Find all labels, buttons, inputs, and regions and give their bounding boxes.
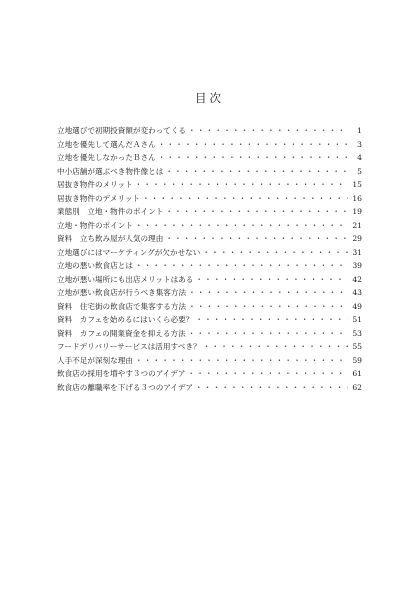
- toc-entry-page: 42: [352, 274, 362, 284]
- toc-leader-dots: [195, 273, 348, 287]
- toc-title: 目次: [195, 91, 224, 105]
- toc-entry[interactable]: [57, 124, 362, 138]
- toc-entry-page: 53: [352, 328, 362, 338]
- toc-entry[interactable]: [57, 232, 362, 246]
- toc-entry-label: 資料 カフェを始めるにはいくら必要？: [57, 315, 194, 324]
- toc-leader-dots: [165, 165, 348, 179]
- toc-entry-page: 15: [352, 180, 362, 189]
- toc-entry-page: 43: [352, 288, 362, 297]
- toc-leader-dots: [135, 219, 348, 233]
- toc-leader-dots: [203, 340, 348, 354]
- toc-entry-page: 31: [352, 247, 362, 257]
- toc-entry-label: 資料 カフェの開業資金を抑える方法: [57, 328, 186, 338]
- toc-entry-page: 1: [357, 126, 362, 135]
- toc-entry-label: 立地を優先して選んだＡさん: [57, 139, 156, 149]
- toc-entry-page: 16: [352, 193, 362, 203]
- toc-entry-label: 業態別 立地・物件のポイント: [57, 207, 164, 216]
- toc-entry[interactable]: [57, 367, 362, 381]
- toc-entry-label: 飲食店の採用を増やす３つのアイデア: [57, 369, 186, 378]
- toc-entry-label: フードデリバリーサービスは活用すべき？: [57, 342, 201, 351]
- toc-entry[interactable]: [57, 165, 362, 179]
- toc-entry[interactable]: [57, 327, 362, 341]
- toc-entry[interactable]: [57, 178, 362, 192]
- toc-leader-dots: [188, 124, 348, 138]
- toc-entry-page: 5: [357, 166, 362, 176]
- toc-entry[interactable]: [57, 300, 362, 314]
- toc-entry-page: 59: [352, 355, 362, 365]
- toc-entry[interactable]: [57, 246, 362, 260]
- toc-entry-label: 立地が悪い場所にも出店メリットはある: [57, 274, 194, 284]
- toc-list: [57, 124, 362, 394]
- toc-entry-page: 61: [352, 369, 362, 378]
- toc-leader-dots: [195, 381, 348, 395]
- toc-entry-label: 資料 立ち飲み屋が人気の理由: [57, 234, 164, 243]
- toc-entry-page: 55: [352, 342, 362, 351]
- toc-entry-label: 立地・物件のポイント: [57, 220, 133, 230]
- toc-leader-dots: [188, 327, 348, 341]
- toc-entry-page: 4: [357, 153, 362, 162]
- toc-leader-dots: [202, 246, 348, 260]
- toc-leader-dots: [195, 313, 348, 327]
- toc-entry-label: 立地を優先しなかったＢさん: [57, 153, 156, 162]
- toc-leader-dots: [158, 151, 348, 165]
- toc-entry-label: 立地選びにはマーケティングが欠かせない: [57, 247, 201, 257]
- toc-entry[interactable]: [57, 273, 362, 287]
- toc-entry-label: 中小店舗が選ぶべき物件像とは: [57, 166, 164, 176]
- toc-entry[interactable]: [57, 219, 362, 233]
- toc-entry-page: 29: [352, 234, 362, 243]
- toc-leader-dots: [135, 259, 348, 273]
- toc-entry[interactable]: [57, 151, 362, 165]
- toc-leader-dots: [187, 367, 348, 381]
- toc-entry-label: 飲食店の離職率を下げる３つのアイデア: [57, 382, 194, 392]
- toc-entry-page: 21: [352, 220, 362, 230]
- toc-entry-page: 49: [352, 301, 362, 311]
- toc-entry-label: 立地が悪い飲食店が行うべき集客方法: [57, 288, 187, 297]
- toc-entry-page: 62: [352, 382, 362, 392]
- toc-entry-label: 立地選びで初期投資額が変わってくる: [57, 126, 187, 135]
- toc-entry-page: 3: [357, 139, 362, 149]
- toc-entry-label: 資料 住宅街の飲食店で集客する方法: [57, 301, 187, 311]
- toc-leader-dots: [188, 300, 348, 314]
- toc-entry-page: 39: [352, 261, 362, 270]
- toc-entry[interactable]: [57, 354, 362, 368]
- toc-entry-label: 居抜き物件のメリット: [57, 180, 133, 189]
- toc-entry[interactable]: [57, 205, 362, 219]
- toc-leader-dots: [135, 178, 348, 192]
- toc-entry[interactable]: [57, 381, 362, 395]
- toc-entry[interactable]: [57, 340, 362, 354]
- toc-entry-label: 人手不足が深刻な理由: [57, 355, 133, 365]
- toc-entry[interactable]: [57, 313, 362, 327]
- toc-entry-label: 居抜き物件のデメリット: [57, 193, 140, 203]
- toc-entry[interactable]: [57, 286, 362, 300]
- toc-leader-dots: [135, 354, 348, 368]
- toc-leader-dots: [158, 138, 348, 152]
- toc-leader-dots: [165, 232, 348, 246]
- toc-leader-dots: [188, 286, 348, 300]
- toc-entry-page: 19: [352, 207, 362, 216]
- toc-entry[interactable]: [57, 138, 362, 152]
- toc-entry-page: 51: [352, 315, 362, 324]
- toc-leader-dots: [142, 192, 348, 206]
- toc-leader-dots: [165, 205, 348, 219]
- toc-entry-label: 立地の悪い飲食店とは: [57, 261, 133, 270]
- toc-entry[interactable]: [57, 259, 362, 273]
- toc-entry[interactable]: [57, 192, 362, 206]
